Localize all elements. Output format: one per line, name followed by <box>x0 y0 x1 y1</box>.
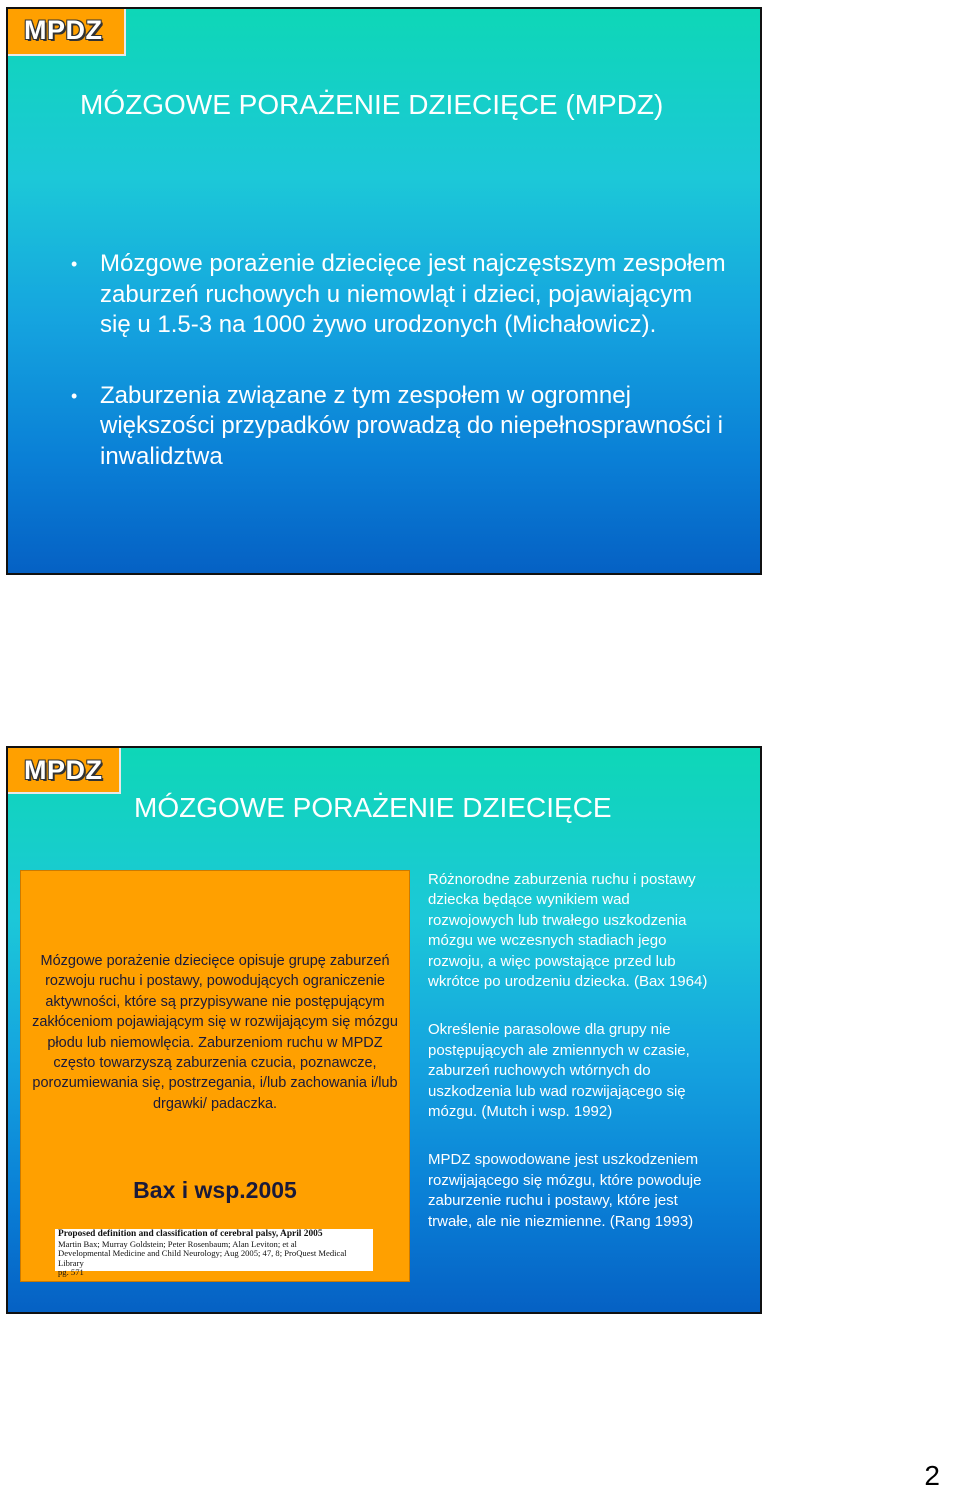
slide-1-bullet <box>68 249 728 341</box>
definition-box <box>20 870 410 1282</box>
slide-1-title: MÓZGOWE PORAŻENIE DZIECIĘCE (MPDZ) <box>80 89 664 120</box>
citation-authors: Martin Bax; Murray Goldstein; Peter Rosenbaum; Alan Leviton; et al <box>58 1238 297 1249</box>
slide-2-title: MÓZGOWE PORAŻENIE DZIECIĘCE <box>134 792 612 823</box>
definition-source: Bax i wsp.2005 <box>133 1177 297 1203</box>
slide-1-bullet <box>68 381 728 473</box>
slide-2 <box>6 746 762 1314</box>
slide-2-badge: MPDZ <box>8 748 121 794</box>
bullet-dot-icon: • <box>71 254 78 274</box>
bullet-text: Zaburzenia związane z tym zespołem w ogromnej większości przypadków prowadzą do niepełnosprawności i inwalidztwa <box>100 381 723 470</box>
definition-paragraph: Różnorodne zaburzenia ruchu i postawy dziecka będące wynikiem wad rozwojowych lub trwałego uszkodzenia mózgu we wczesnych stadiach jego rozwoju, a więc powstające przed lub wkrótce po urodzeniu dziecka. (Bax 1964) <box>428 871 708 991</box>
definitions-column <box>428 870 718 1260</box>
definition-text: Mózgowe porażenie dziecięce opisuje grupę zaburzeń rozwoju ruchu i postawy, powodujących ograniczenie aktywności, które są przypisywane nie postępującym zakłóceniom pojawiającym się w rozwijającym się mózgu płodu lub niemowlęcia. Zaburzeniom ruchu w MPDZ często towarzyszą zaburzenia czucia, poznawcze, porozumiewania się, postrzegania, i/lub zachowania i/lub drgawki/ padaczka. <box>32 953 398 1112</box>
citation-page: pg. 571 <box>58 1267 84 1278</box>
citation-image <box>55 1229 373 1278</box>
page-number: 2 <box>924 1460 940 1491</box>
citation-title: Proposed definition and classification of cerebral palsy, April 2005 <box>58 1229 323 1239</box>
citation-journal: Developmental Medicine and Child Neurology; Aug 2005; 47, 8; ProQuest Medical Library <box>58 1248 347 1268</box>
definition-paragraph: MPDZ spowodowane jest uszkodzeniem rozwijającego się mózgu, które powoduje zaburzenie ruchu i postawy, które jest trwałe, ale nie niezmienne. (Rang 1993) <box>428 1151 702 1230</box>
bullet-text: Mózgowe porażenie dziecięce jest najczęstszym zespołem zaburzeń ruchowych u niemowląt i dzieci, pojawiającym się u 1.5-3 na 1000 żywo urodzonych (Michałowicz). <box>100 250 726 338</box>
slide-1 <box>6 7 762 575</box>
slide-1-bullet-list <box>68 249 728 512</box>
bullet-dot-icon: • <box>71 385 78 406</box>
definition-paragraph: Określenie parasolowe dla grupy nie postępujących ale zmiennych w czasie, zaburzeń ruchowych wtórnych do uszkodzenia lub wad rozwijającego się mózgu. (Mutch i wsp. 1992) <box>428 1021 690 1121</box>
slide-1-badge: MPDZ <box>8 9 126 56</box>
